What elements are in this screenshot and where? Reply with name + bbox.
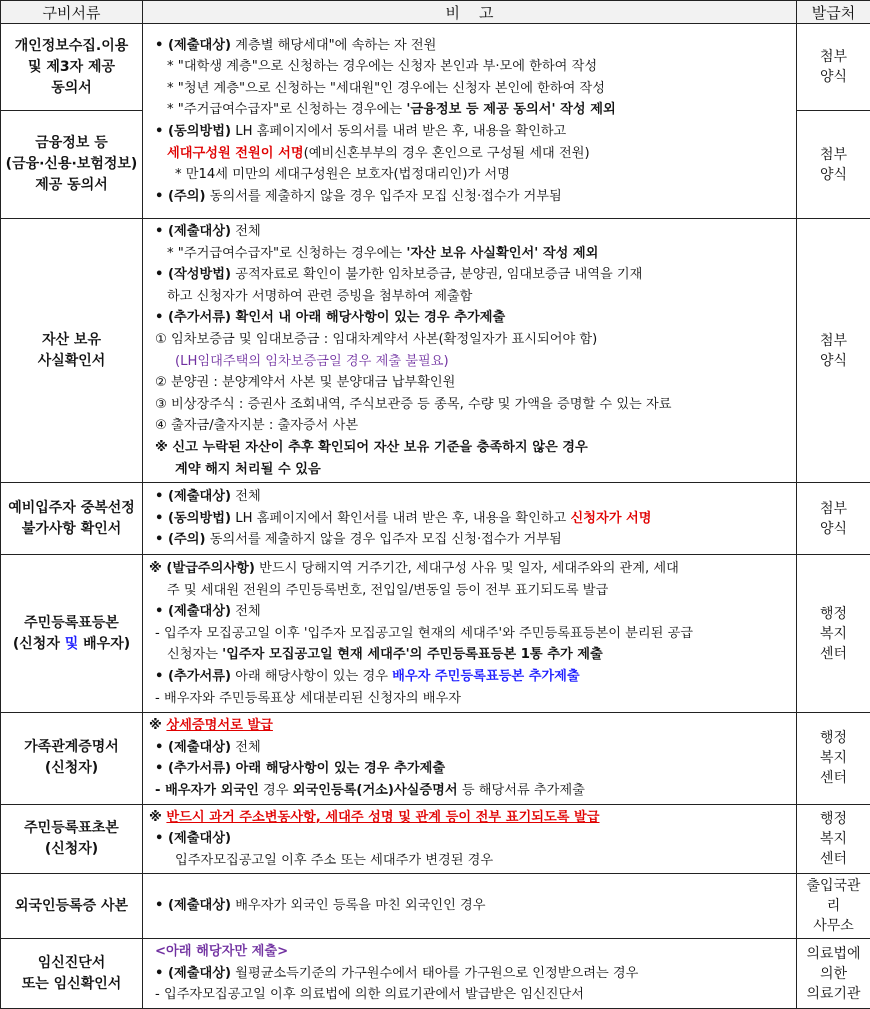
document-name: [1, 24, 143, 111]
issuer-line: 센터: [799, 644, 868, 664]
document-name-line: 및 제3자 제공: [3, 57, 140, 78]
note-line: [149, 508, 792, 530]
note-text: - 입주자모집공고일 이후 의료법에 의한 의료기관에서 발급받은 임신진단서: [155, 987, 584, 1002]
note-text: 주 및 세대원 전원의 주민등록번호, 전입일/변동일 등이 전부 표기되도록 발급: [167, 583, 608, 598]
table-row: [1, 713, 870, 804]
note-line: [149, 486, 792, 508]
document-name-line: 외국인등록증 사본: [3, 896, 140, 917]
note-line: [149, 715, 792, 737]
note-text: 하고 신청자가 서명하여 관련 증빙을 첨부하여 제출함: [167, 289, 472, 304]
note-bold: ※: [149, 718, 166, 733]
issuer-line: 첨부: [799, 47, 868, 67]
document-name: [1, 219, 143, 483]
document-name-line: 가족관계증명서: [3, 737, 140, 758]
issuer: [797, 804, 870, 874]
note-line: [149, 121, 792, 143]
issuer: [797, 111, 870, 219]
note-line: [149, 143, 792, 165]
note-line: [149, 580, 792, 602]
document-name-line: 불가사항 확인서: [3, 519, 140, 540]
issuer-line: 센터: [799, 849, 868, 869]
issuer: [797, 939, 870, 1009]
note-cell: [143, 219, 797, 483]
table-row: [1, 555, 870, 713]
note-bold: • (동의방법): [155, 511, 231, 526]
note-text: 전체: [231, 604, 261, 619]
table-row: [1, 24, 870, 111]
note-bold: ※ 신고 누락된 자산이 추후 확인되어 자산 보유 기준을 충족하지 않은 경우: [155, 440, 588, 455]
issuer-line: 행정: [799, 809, 868, 829]
note-line: [149, 529, 792, 551]
note-bold: '입주자 모집공고일 현재 세대주'의 주민등록표등본 1통 추가 제출: [222, 647, 603, 662]
table-row: [1, 219, 870, 483]
document-name: [1, 939, 143, 1009]
note-bold: • (제출대상): [155, 224, 231, 239]
document-name-line: 또는 임신확인서: [3, 974, 140, 995]
document-name-line: 주민등록표초본: [3, 818, 140, 839]
issuer-line: 첨부: [799, 145, 868, 165]
table-header: [1, 1, 870, 24]
document-name-part: 및: [65, 636, 83, 652]
note-line: [149, 221, 792, 243]
note-bold: 외국인등록(거소)사실증명서: [293, 783, 458, 798]
note-text: * "주거급여수급자"로 신청하는 경우에는: [167, 246, 406, 261]
document-name-line: 사실확인서: [3, 351, 140, 372]
issuer: [797, 24, 870, 111]
header-issuer: 발급처: [797, 1, 870, 24]
document-name-line: (신청자): [3, 758, 140, 779]
issuer-line: 양식: [799, 519, 868, 539]
document-name: [1, 111, 143, 219]
issuer: [797, 555, 870, 713]
note-text: 공적자료로 확인이 불가한 임차보증금, 분양권, 임대보증금 내역을 기재: [231, 267, 642, 282]
issuer: [797, 219, 870, 483]
note-text: ③ 비상장주식 : 증권사 조회내역, 주식보관증 등 종목, 수량 및 가액을 증명할 수 있는 자료: [155, 397, 671, 412]
note-bold: - 배우자가 외국인: [155, 783, 259, 798]
note-text: 동의서를 제출하지 않을 경우 입주자 모집 신청·접수가 거부됨: [206, 532, 562, 547]
note-text: ① 임차보증금 및 임대보증금 : 임대차계약서 사본(확정일자가 표시되어야 함): [155, 332, 597, 347]
note-cell: [143, 483, 797, 555]
note-line: [149, 394, 792, 416]
document-name-line: 주민등록표등본: [3, 613, 140, 634]
note-text: * "대학생 계층"으로 신청하는 경우에는 신청자 본인과 부·모에 한하여 작성: [167, 59, 597, 74]
note-red: 세대구성원 전원이 서명: [167, 146, 304, 161]
note-bold: • (주의): [155, 532, 206, 547]
note-line: [149, 286, 792, 308]
note-line: [149, 780, 792, 802]
note-text: 전체: [231, 489, 261, 504]
document-name-part: 배우자): [83, 636, 130, 652]
document-name-part: (신청자: [13, 636, 65, 652]
note-bold: • (제출대상): [155, 489, 231, 504]
note-bold: • (제출대상): [155, 604, 231, 619]
issuer-line: 리: [799, 896, 868, 916]
note-text: 전체: [231, 740, 261, 755]
note-text: ④ 출자금/출자지분 : 출자증서 사본: [155, 418, 358, 433]
note-line: [149, 644, 792, 666]
note-text: 아래 해당사항이 있는 경우: [231, 669, 392, 684]
note-bold: • (제출대상): [155, 38, 231, 53]
note-text: 월평균소득기준의 가구원수에서 태아를 가구원으로 인정받으려는 경우: [231, 966, 638, 981]
note-bold: • (작성방법): [155, 267, 231, 282]
issuer-line: 의료법에: [799, 944, 868, 964]
note-line: [149, 828, 792, 850]
issuer-line: 양식: [799, 67, 868, 87]
note-bold: 계약 해지 처리될 수 있음: [175, 462, 321, 477]
note-line: [149, 99, 792, 121]
note-text: LH 홈페이지에서 확인서를 내려 받은 후, 내용을 확인하고: [231, 511, 570, 526]
note-line: [149, 56, 792, 78]
note-text: 동의서를 제출하지 않을 경우 입주자 모집 신청·접수가 거부됨: [206, 189, 562, 204]
note-cell: [143, 804, 797, 874]
note-blue: 배우자 주민등록표등본 추가제출: [392, 669, 580, 684]
note-text: 전체: [231, 224, 261, 239]
note-line: [149, 558, 792, 580]
note-bold: • (주의): [155, 189, 206, 204]
note-line: [149, 186, 792, 208]
note-cell: [143, 24, 797, 219]
issuer-line: 양식: [799, 351, 868, 371]
note-line: [149, 307, 792, 329]
document-name-line: 임신진단서: [3, 953, 140, 974]
note-bold: • (동의방법): [155, 124, 231, 139]
note-line: [149, 437, 792, 459]
note-text: 입주자모집공고일 이후 주소 또는 세대주가 변경된 경우: [175, 853, 493, 868]
note-bold: • (추가서류): [155, 669, 231, 684]
issuer-line: 센터: [799, 768, 868, 788]
issuer-line: 첨부: [799, 331, 868, 351]
note-text: - 입주자 모집공고일 이후 '입주자 모집공고일 현재의 세대주'와 주민등록표등본이 분리된 공급: [155, 626, 693, 641]
note-text: 등 해당서류 추가제출: [458, 783, 585, 798]
issuer-line: 양식: [799, 165, 868, 185]
document-name-line: 자산 보유: [3, 330, 140, 351]
note-bold: • (제출대상): [155, 966, 231, 981]
document-name-line: 개인정보수집.이용: [3, 36, 140, 57]
note-text: 계층별 해당세대"에 속하는 자 전원: [231, 38, 436, 53]
note-cell: [143, 874, 797, 939]
note-cell: [143, 555, 797, 713]
note-text: 경우: [259, 783, 293, 798]
note-line: [149, 758, 792, 780]
note-text: * 만14세 미만의 세대구성원은 보호자(법정대리인)가 서명: [175, 167, 510, 182]
note-line: [149, 415, 792, 437]
document-name-line: 동의서: [3, 78, 140, 99]
note-cell: [143, 713, 797, 804]
note-line: [149, 737, 792, 759]
note-red: 반드시 과거 주소변동사항, 세대주 성명 및 관계 등이 전부 표기되도록 발급: [166, 810, 599, 825]
table-row: [1, 939, 870, 1009]
issuer: [797, 483, 870, 555]
note-line: [149, 941, 792, 963]
table-row: [1, 804, 870, 874]
note-line: [149, 329, 792, 351]
note-bold: • (제출대상): [155, 898, 231, 913]
note-red: 상세증명서로 발급: [166, 718, 273, 733]
document-name-line: (금융·신용·보험정보): [3, 154, 140, 175]
note-line: [149, 623, 792, 645]
note-line: [149, 666, 792, 688]
document-name-line: [3, 634, 140, 655]
header-note: 비 고: [143, 1, 797, 24]
issuer-line: 의한: [799, 964, 868, 984]
note-bold: • (추가서류) 확인서 내 아래 해당사항이 있는 경우 추가제출: [155, 310, 505, 325]
note-bold: • (제출대상): [155, 831, 231, 846]
note-line: [149, 78, 792, 100]
note-line: [149, 963, 792, 985]
note-line: [149, 850, 792, 872]
note-bold: • (추가서류) 아래 해당사항이 있는 경우 추가제출: [155, 761, 445, 776]
document-name: [1, 874, 143, 939]
note-line: [149, 688, 792, 710]
note-bold: '자산 보유 사실확인서' 작성 제외: [406, 246, 598, 261]
note-text: * "주거급여수급자"로 신청하는 경우에는: [167, 102, 406, 117]
note-bold: • (제출대상): [155, 740, 231, 755]
note-line: [149, 243, 792, 265]
note-text: ② 분양권 : 분양계약서 사본 및 분양대금 납부확인원: [155, 375, 455, 390]
note-text: * "청년 계층"으로 신청하는 "세대원"인 경우에는 신청자 본인에 한하여 작성: [167, 81, 605, 96]
issuer: [797, 874, 870, 939]
issuer-line: 출입국관: [799, 876, 868, 896]
issuer-line: 의료기관: [799, 984, 868, 1004]
note-cell: [143, 939, 797, 1009]
note-line: [149, 601, 792, 623]
note-line: [149, 164, 792, 186]
issuer-line: 사무소: [799, 916, 868, 936]
note-red: 신청자가 서명: [570, 511, 651, 526]
note-text: 배우자가 외국인 등록을 마친 외국인인 경우: [231, 898, 485, 913]
note-line: [149, 895, 792, 917]
issuer-line: 복지: [799, 624, 868, 644]
issuer-line: 행정: [799, 604, 868, 624]
document-name: [1, 713, 143, 804]
document-name-line: 금융정보 등: [3, 133, 140, 154]
note-line: [149, 459, 792, 481]
note-text: (예비신혼부부의 경우 혼인으로 구성될 세대 전원): [304, 146, 590, 161]
table-row: [1, 483, 870, 555]
note-line: [149, 264, 792, 286]
document-name-line: 예비입주자 중복선정: [3, 498, 140, 519]
note-text: 반드시 당해지역 거주기간, 세대구성 사유 및 일자, 세대주와의 관계, 세대: [255, 561, 679, 576]
issuer-line: 복지: [799, 748, 868, 768]
issuer: [797, 713, 870, 804]
note-bold: ※ (발급주의사항): [149, 561, 255, 576]
note-line: [149, 807, 792, 829]
note-bold: '금융정보 등 제공 동의서' 작성 제외: [406, 102, 615, 117]
note-line: [149, 984, 792, 1006]
issuer-line: 첨부: [799, 499, 868, 519]
header-document: 구비서류: [1, 1, 143, 24]
note-purple: <아래 해당자만 제출>: [155, 944, 288, 959]
issuer-line: 행정: [799, 728, 868, 748]
note-purple: (LH임대주택의 임차보증금일 경우 제출 불필요): [175, 354, 449, 369]
note-text: LH 홈페이지에서 동의서를 내려 받은 후, 내용을 확인하고: [231, 124, 566, 139]
note-line: [149, 351, 792, 373]
note-text: 신청자는: [167, 647, 222, 662]
document-name: [1, 555, 143, 713]
note-line: [149, 372, 792, 394]
document-name: [1, 483, 143, 555]
note-bold: ※: [149, 810, 166, 825]
document-name-line: (신청자): [3, 839, 140, 860]
issuer-line: 복지: [799, 829, 868, 849]
note-line: [149, 35, 792, 57]
document-name: [1, 804, 143, 874]
note-text: - 배우자와 주민등록표상 세대분리된 신청자의 배우자: [155, 691, 461, 706]
table-row: [1, 874, 870, 939]
document-name-line: 제공 동의서: [3, 175, 140, 196]
